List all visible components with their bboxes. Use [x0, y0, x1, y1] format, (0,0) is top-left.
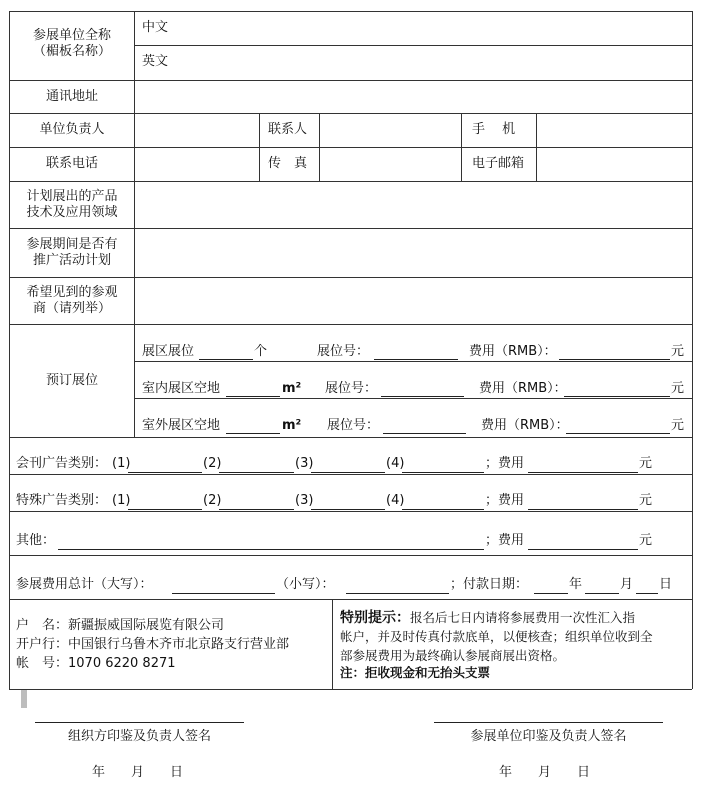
- pay-year-input[interactable]: [534, 593, 568, 594]
- ad-opt1: (1): [112, 456, 131, 471]
- pay-month-unit: 月: [620, 577, 634, 592]
- total-lower-input[interactable]: [346, 593, 449, 594]
- name-cn-field[interactable]: [190, 14, 688, 42]
- notice-body-3: 部参展费用为最终确认参展商展出资格。: [340, 648, 566, 663]
- notice-title: 特别提示：: [340, 610, 410, 626]
- outdoor-fee-unit: 元: [671, 418, 685, 433]
- booth-fee-input[interactable]: [559, 359, 670, 360]
- corner-marker: [21, 690, 27, 708]
- indoor-fee-unit: 元: [671, 381, 685, 396]
- special-fee-unit: 元: [639, 493, 653, 508]
- leader-label: 单位负责人: [39, 122, 105, 137]
- outdoor-area-unit: m²: [282, 418, 302, 433]
- exhibitor-signature-line[interactable]: [434, 722, 663, 723]
- other-input[interactable]: [58, 549, 484, 550]
- ad-opt3: (3): [295, 456, 314, 471]
- mobile-field[interactable]: [538, 116, 688, 144]
- special-opt3-input[interactable]: [311, 509, 385, 510]
- ad-opt2: (2): [203, 456, 222, 471]
- booth-count-unit: 个: [254, 344, 268, 359]
- organizer-date: 年 月 日: [92, 765, 184, 780]
- indoor-fee-label: 费用（RMB）：: [479, 381, 567, 396]
- booth-number-input[interactable]: [374, 359, 458, 360]
- other-fee-label: ；费用: [485, 533, 525, 548]
- address-field[interactable]: [136, 83, 688, 110]
- email-field[interactable]: [538, 150, 688, 178]
- exhibitor-name-label: 参展单位全称 （楣板名称）: [32, 28, 111, 59]
- ad-category-label: 会刊广告类别：: [16, 456, 108, 471]
- special-opt4: (4): [386, 493, 405, 508]
- special-ad-label: 特殊广告类别：: [16, 493, 108, 508]
- fax-label: 传 真: [268, 156, 308, 171]
- outdoor-fee-label: 费用（RMB）：: [481, 418, 569, 433]
- mobile-label: 手 机: [472, 122, 516, 137]
- promo-field[interactable]: [136, 231, 688, 274]
- contact-label: 联系人: [268, 122, 308, 137]
- address-label: 通讯地址: [45, 89, 98, 104]
- special-opt2-input[interactable]: [219, 509, 294, 510]
- total-lower-label: （小写）：: [276, 577, 335, 592]
- bank-account-name: 户 名：新疆振威国际展览有限公司: [16, 618, 225, 633]
- notice-body-1: 报名后七日内请将参展费用一次性汇入指: [410, 610, 636, 625]
- outdoor-number-input[interactable]: [383, 433, 466, 434]
- fax-field[interactable]: [321, 150, 459, 178]
- other-fee-unit: 元: [639, 533, 653, 548]
- organizer-signature-label: 组织方印鉴及负责人签名: [67, 729, 211, 744]
- other-label: 其他：: [16, 533, 56, 548]
- ad-fee-unit: 元: [639, 456, 653, 471]
- phone-field[interactable]: [136, 150, 256, 178]
- pay-year-unit: 年: [569, 577, 583, 592]
- notice-body-2: 帐户，并及时传真付款底单，以便核查；组织单位收到全: [340, 629, 653, 644]
- indoor-space-label: 室内展区空地: [142, 381, 221, 396]
- booth-count-input[interactable]: [199, 359, 253, 360]
- products-field[interactable]: [136, 184, 688, 225]
- bank-account-number: 帐 号：1070 6220 8271: [16, 656, 176, 671]
- pay-month-input[interactable]: [585, 593, 619, 594]
- pay-day-unit: 日: [659, 577, 673, 592]
- booth-zone-label: 展区展位: [142, 344, 195, 359]
- exhibitor-date: 年 月 日: [499, 765, 591, 780]
- indoor-number-input[interactable]: [381, 396, 464, 397]
- special-opt4-input[interactable]: [402, 509, 484, 510]
- special-fee-label: ；费用: [485, 493, 525, 508]
- name-en-field[interactable]: [190, 48, 688, 76]
- indoor-number-label: 展位号：: [325, 381, 378, 396]
- special-opt1-input[interactable]: [128, 509, 202, 510]
- ad-opt1-input[interactable]: [128, 472, 202, 473]
- name-cn-label: 中文: [142, 20, 169, 35]
- ad-opt2-input[interactable]: [219, 472, 294, 473]
- ad-opt4-input[interactable]: [402, 472, 484, 473]
- products-label: 计划展出的产品 技术及应用领域: [26, 189, 118, 220]
- organizer-signature-line[interactable]: [35, 722, 244, 723]
- bank-branch: 开户行：中国银行乌鲁木齐市北京路支行营业部: [16, 637, 290, 652]
- booking-label: 预订展位: [45, 373, 98, 388]
- name-en-label: 英文: [142, 54, 169, 69]
- ad-opt3-input[interactable]: [311, 472, 385, 473]
- ad-fee-label: ；费用: [485, 456, 525, 471]
- leader-field[interactable]: [136, 116, 256, 144]
- visitors-field[interactable]: [136, 280, 688, 321]
- special-opt1: (1): [112, 493, 131, 508]
- indoor-area-unit: m²: [282, 381, 302, 396]
- indoor-fee-input[interactable]: [564, 396, 670, 397]
- promo-label: 参展期间是否有 推广活动计划: [26, 237, 118, 268]
- email-label: 电子邮箱: [472, 156, 525, 171]
- special-notice: [340, 610, 635, 626]
- contact-field[interactable]: [321, 116, 459, 144]
- booth-fee-label: 费用（RMB）：: [469, 344, 557, 359]
- outdoor-area-input[interactable]: [226, 433, 280, 434]
- special-fee-input[interactable]: [528, 509, 638, 510]
- pay-date-label: ；付款日期：: [450, 577, 529, 592]
- exhibitor-signature-label: 参展单位印鉴及负责人签名: [470, 729, 627, 744]
- ad-opt4: (4): [386, 456, 405, 471]
- special-opt3: (3): [295, 493, 314, 508]
- special-opt2: (2): [203, 493, 222, 508]
- phone-label: 联系电话: [45, 156, 98, 171]
- total-label: 参展费用总计（大写）：: [16, 577, 153, 592]
- outdoor-fee-input[interactable]: [566, 433, 670, 434]
- other-fee-input[interactable]: [528, 549, 638, 550]
- indoor-area-input[interactable]: [226, 396, 280, 397]
- outdoor-space-label: 室外展区空地: [142, 418, 221, 433]
- pay-day-input[interactable]: [636, 593, 658, 594]
- outdoor-number-label: 展位号：: [327, 418, 380, 433]
- booth-number-label: 展位号：: [317, 344, 370, 359]
- notice-note: 注：拒收现金和无抬头支票: [340, 665, 491, 680]
- ad-fee-input[interactable]: [528, 472, 638, 473]
- visitors-label: 希望见到的参观 商（请列举）: [26, 285, 118, 316]
- booth-fee-unit: 元: [671, 344, 685, 359]
- total-upper-input[interactable]: [172, 593, 275, 594]
